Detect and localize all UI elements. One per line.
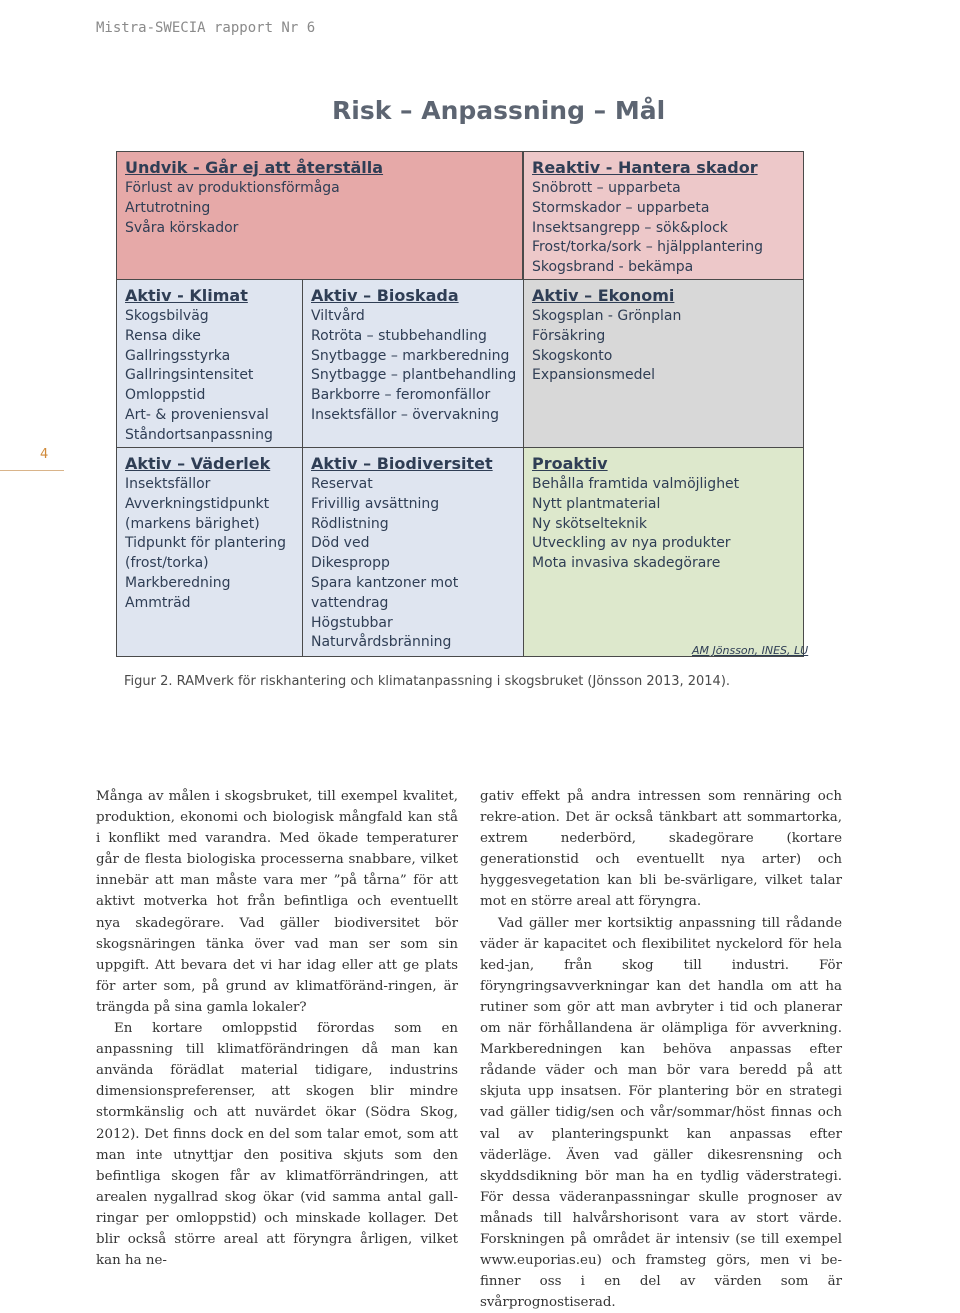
box-item: Stormskador – upparbeta	[532, 199, 710, 216]
box-aktiv-bioskada	[302, 279, 524, 448]
body-paragraph: Vad gäller mer kortsiktig anpassning till rådande väder är kapacitet och flexibilitet nyckelord för hela ked-jan, från skog till industri. För föryngringsavverkningar kan det handla om att ha rutiner som gör att man avbryter i tid och planerar om när förhållandena är olämpliga för avverkning. Markberedningen kan behöva anpassas efter rådande väder och man bör vara beredd på att skjuta upp insatsen. För plantering bör en strategi vad gäller tidig/sen och vår/sommar/höst finnas och val av planteringspunkt kan anpassas efter väderläge. Även vad gäller dikesrensning och skyddsdikning bör man ha en tydlig väderstrategi. För dessa väderanpassningar skulle prognoser av månads till halvårshorisont vara av stort värde. Forskningen på området är intensiv (se till exempel www.euporias.eu) och framsteg görs, men vi be-finner oss i en del av värden som är svårprognostiserad.	[480, 915, 842, 1311]
box-items	[532, 475, 795, 574]
box-item: Artutrotning	[125, 199, 211, 216]
box-items	[311, 475, 515, 653]
box-item: Art- & proveniensval	[125, 406, 269, 423]
body-paragraph: En kortare omloppstid förordas som en anpassning till klimatförändringen då man kan använda förädlat material tidigare, industrins dimensionspreferenser, att skogen blir mindre stormkänslig och att nuvärdet ökar (Södra Skog, 2012). Det finns dock en del som talar emot, som att man inte utnyttjar den positiva skjuts som den befintliga skogen får av klimatförrändringen, att arealen nygallrad skog ökar (vid samma antal gall-ringar per omloppstid) och minskade kollager. Det blir också större areal att föryngra årligen, vilket kan ha ne-	[96, 1021, 458, 1269]
box-item: Reservat	[311, 476, 373, 492]
box-item: Gallringsintensitet	[125, 367, 254, 384]
page-number: 4	[40, 447, 49, 462]
box-heading: Aktiv – Biodiversitet	[311, 454, 493, 473]
body-column-right	[480, 786, 842, 1313]
body-column-left	[96, 786, 458, 1271]
box-item: (frost/torka)	[125, 555, 209, 572]
box-heading: Aktiv – Väderlek	[125, 454, 271, 473]
box-item: Insektsfällor – övervakning	[311, 406, 500, 423]
box-item: Naturvårdsbränning	[311, 634, 452, 651]
box-items	[125, 307, 294, 446]
box-heading: Proaktiv	[532, 454, 608, 473]
box-heading: Undvik - Går ej att återställa	[125, 158, 384, 177]
box-item: Insektsangrepp – sök&plock	[532, 219, 728, 236]
box-item: Spara kantzoner mot	[311, 574, 459, 591]
box-aktiv-klimat	[116, 279, 303, 448]
box-item: Försäkring	[532, 327, 606, 344]
box-heading: Aktiv - Klimat	[125, 286, 248, 305]
box-items	[532, 179, 795, 278]
box-item: Snytbagge – markberedning	[311, 347, 510, 364]
box-heading: Aktiv – Ekonomi	[532, 286, 675, 305]
box-item: Skogskonto	[532, 347, 613, 364]
box-item: Omloppstid	[125, 387, 206, 404]
figure-title: Risk – Anpassning – Mål	[332, 96, 666, 125]
box-item: Ammträd	[125, 594, 191, 611]
box-proaktiv	[523, 447, 804, 657]
box-aktiv-biodiversitet	[302, 447, 524, 657]
box-item: Högstubbar	[311, 614, 393, 631]
box-item: Behålla framtida valmöjlighet	[532, 476, 740, 492]
box-item: Frivillig avsättning	[311, 495, 440, 512]
box-items	[125, 179, 514, 238]
figure-credit: AM Jönsson, INES, LU	[692, 644, 809, 657]
box-items	[125, 475, 294, 614]
box-item: Skogsbilväg	[125, 308, 209, 324]
box-item: Expansionsmedel	[532, 367, 656, 384]
box-item: Rotröta – stubbehandling	[311, 327, 487, 344]
box-item: Avverkningstidpunkt	[125, 495, 270, 512]
box-heading: Reaktiv - Hantera skador	[532, 158, 758, 177]
box-item: Svåra körskador	[125, 219, 239, 236]
box-item: (markens bärighet)	[125, 515, 260, 532]
box-undvik	[116, 151, 523, 280]
box-reaktiv	[523, 151, 804, 280]
box-item: Ny skötselteknik	[532, 515, 648, 532]
running-header: Mistra-SWECIA rapport Nr 6	[96, 20, 316, 36]
box-items	[311, 307, 515, 426]
body-paragraph: gativ effekt på andra intressen som rennäring och rekre-ation. Det är också tänkbart att sommartorka, extrem nederbörd, skadegörare (kortare generationstid och eventuellt nya arter) och hyggesvegetation kan bli be-svärligare, vilket talar mot en större areal att föryngra.	[480, 789, 842, 910]
figure-caption: Figur 2. RAMverk för riskhantering och klimatanpassning i skogsbruket (Jönsson 2013, 2014).	[124, 674, 731, 689]
box-item: Skogsbrand - bekämpa	[532, 259, 694, 276]
box-item: Rödlistning	[311, 515, 389, 532]
box-item: Ståndortsanpassning	[125, 426, 273, 443]
box-item: Skogsplan - Grönplan	[532, 308, 682, 324]
box-aktiv-ekonomi	[523, 279, 804, 448]
box-item: Snöbrott – upparbeta	[532, 180, 681, 196]
box-item: Död ved	[311, 535, 370, 552]
box-items	[532, 307, 795, 386]
box-item: Viltvård	[311, 308, 365, 324]
box-item: Markberedning	[125, 574, 231, 591]
box-item: Nytt plantmaterial	[532, 495, 661, 512]
box-item: Mota invasiva skadegörare	[532, 555, 721, 572]
box-heading: Aktiv – Bioskada	[311, 286, 459, 305]
box-item: Frost/torka/sork – hjälpplantering	[532, 239, 763, 256]
box-item: Barkborre – feromonfällor	[311, 387, 491, 404]
page-number-rule	[0, 470, 64, 471]
box-item: vattendrag	[311, 594, 389, 611]
box-item: Tidpunkt för plantering	[125, 535, 287, 552]
box-item: Gallringsstyrka	[125, 347, 231, 364]
box-item: Förlust av produktionsförmåga	[125, 180, 340, 196]
box-item: Insektsfällor	[125, 476, 211, 492]
box-item: Dikespropp	[311, 555, 390, 572]
box-item: Rensa dike	[125, 327, 201, 344]
box-item: Snytbagge – plantbehandling	[311, 367, 517, 384]
body-paragraph: Många av målen i skogsbruket, till exempel kvalitet, produktion, ekonomi och biologisk mångfald kan stå i konflikt med varandra. Med ökade temperaturer går de flesta biologiska processerna snabbare, vilket innebär att man måste vara mer ”på tårna” för att aktivt motverka hot från befintliga och eventuellt nya skadegörare. Vad gäller biodiversitet bör skogsnäringen tänka över vad man ser som sin uppgift. Att bevara det vi har idag eller att ge plats för arter som, på grund av klimatföränd-ringen, är trängda på sina gamla lokaler?	[96, 789, 458, 1015]
box-aktiv-vaderlek	[116, 447, 303, 657]
box-item: Utveckling av nya produkter	[532, 535, 731, 552]
